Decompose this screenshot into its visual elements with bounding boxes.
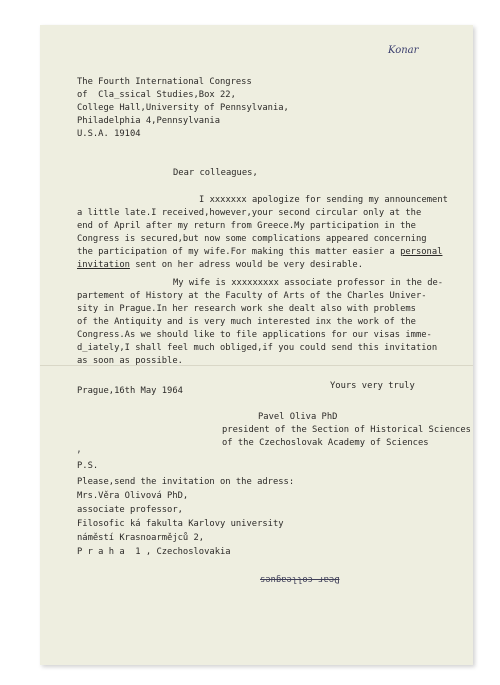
sender-title: of the Czechoslovak Academy of Sciences bbox=[222, 438, 429, 448]
sender-title: president of the Section of Historical Sciences bbox=[222, 425, 471, 435]
ps-address-line: náměstí Krasnoarmějců 2, bbox=[77, 533, 205, 543]
salutation: Dear colleagues, bbox=[173, 168, 258, 178]
address-line: of Cla_ssical Studies,Box 22, bbox=[77, 90, 236, 100]
line-text: sent on her adress would be very desirable. bbox=[129, 260, 364, 270]
ps-intro: Please,send the invitation on the adress: bbox=[77, 477, 295, 487]
address-line: U.S.A. 19104 bbox=[77, 129, 141, 139]
letter-paper bbox=[40, 25, 473, 665]
ps-label: P.S. bbox=[77, 461, 99, 471]
closing: Yours very truly bbox=[330, 381, 415, 391]
paragraph-line: My wife is xxxxxxxxx associate professor in the de- bbox=[173, 278, 444, 288]
stray-mark: , bbox=[77, 441, 81, 455]
ps-address-line: P r a h a 1 , Czechoslovakia bbox=[77, 547, 231, 557]
crossed-out-text: Dear colleagues bbox=[260, 574, 340, 584]
paragraph-line: as soon as possible. bbox=[77, 356, 183, 366]
paragraph-line: a little late.I received,however,your second circular only at the bbox=[77, 208, 422, 218]
sender-name: Pavel Oliva PhD bbox=[258, 412, 338, 422]
address-line: The Fourth International Congress bbox=[77, 77, 252, 87]
paragraph-line: d_iately,I shall feel much obliged,if you could send this invitation bbox=[77, 343, 438, 353]
ps-address-line: associate professor, bbox=[77, 505, 183, 515]
paragraph-line: sity in Prague.In her research work she dealt also with problems bbox=[77, 304, 416, 314]
ps-address-line: Mrs.Věra Olivová PhD, bbox=[77, 491, 189, 501]
line-text: the participation of my wife.For making this matter easier a bbox=[77, 247, 401, 257]
paragraph-line: I xxxxxxx apologize for sending my announcement bbox=[199, 195, 448, 205]
paragraph-line: end of April after my return from Greece.My participation in the bbox=[77, 221, 416, 231]
address-line: Philadelphia 4,Pennsylvania bbox=[77, 116, 220, 126]
underlined-word: invitation bbox=[77, 260, 130, 270]
paragraph-line: Congress.As we should like to file applications for our visas imme- bbox=[77, 330, 432, 340]
paragraph-line bbox=[77, 247, 442, 258]
ps-address-line: Filosofic ká fakulta Karlovy university bbox=[77, 519, 284, 529]
address-line: College Hall,University of Pennsylvania, bbox=[77, 103, 289, 113]
underlined-word: personal bbox=[400, 247, 443, 257]
place-date: Prague,16th May 1964 bbox=[77, 386, 183, 396]
handwritten-annotation: Konar bbox=[388, 45, 419, 56]
paragraph-line bbox=[77, 260, 363, 271]
paragraph-line: partement of History at the Faculty of Arts of the Charles Univer- bbox=[77, 291, 427, 301]
paragraph-line: Congress is secured,but now some complications appeared concerning bbox=[77, 234, 427, 244]
paragraph-line: of the Antiquity and is very much interested inx the work of the bbox=[77, 317, 416, 327]
